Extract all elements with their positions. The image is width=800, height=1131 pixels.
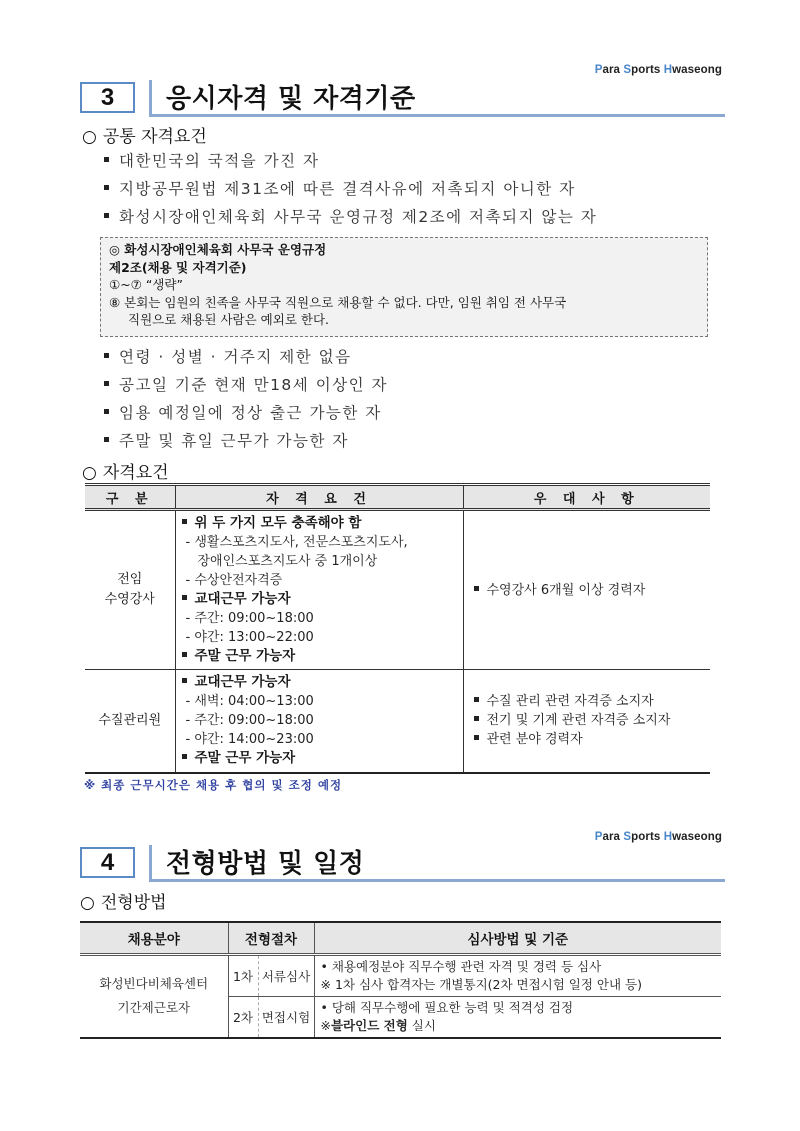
step-name: 면접시험 <box>258 996 314 1038</box>
column-header-requirements: 자 격 요 건 <box>175 485 463 510</box>
preference-text: 관련 분야 경력자 <box>486 732 583 748</box>
square-bullet-icon <box>104 409 109 414</box>
square-bullet-icon <box>104 185 109 190</box>
section-title: 응시자격 및 자격기준 <box>166 84 416 114</box>
note-omitted: ①~⑦ “생략” <box>109 277 183 292</box>
criteria-text: • 당해 직무수행에 필요한 능력 및 적격성 검정 <box>320 999 574 1015</box>
requirement-heading <box>182 647 457 666</box>
recruitment-field-cell <box>80 954 228 1038</box>
preference-item <box>474 730 701 749</box>
brand-letter-s: S <box>623 831 632 843</box>
list-item-text: 대한민국의 국적을 가진 자 <box>119 152 320 170</box>
square-bullet-icon <box>474 697 479 702</box>
square-bullet-icon <box>182 678 187 683</box>
regulation-note-box <box>100 237 708 337</box>
list-item-text: 지방공무원법 제31조에 따른 결격사유에 저촉되지 아니한 자 <box>119 180 576 198</box>
requirement-heading <box>182 514 457 533</box>
selection-method-table <box>80 921 721 1039</box>
requirement-detail: 장애인스포츠지도사 중 1개이상 <box>197 554 378 569</box>
column-header-category: 구 분 <box>85 485 175 510</box>
circle-bullet-icon: ○ <box>80 893 95 913</box>
preference-item <box>474 581 701 600</box>
subheading-text: 자격요건 <box>102 463 169 483</box>
category-cell <box>85 510 175 670</box>
list-item <box>104 175 597 203</box>
list-item <box>104 371 388 399</box>
category-cell <box>85 670 175 773</box>
brand-tagline <box>595 831 722 843</box>
table-row <box>80 954 721 996</box>
section-number: 3 <box>80 82 135 113</box>
blind-recruitment-label: 블라인드 전형 <box>330 1017 408 1033</box>
brand-text: ara <box>602 831 624 843</box>
list-item <box>104 427 388 455</box>
square-bullet-icon <box>182 754 187 759</box>
subheading-text: 전형방법 <box>100 893 167 913</box>
section-divider <box>149 80 152 116</box>
table-row <box>85 670 710 773</box>
square-bullet-icon <box>104 437 109 442</box>
requirement-detail: - 수상안전자격증 <box>185 573 283 588</box>
square-bullet-icon <box>474 586 479 591</box>
square-bullet-icon <box>474 716 479 721</box>
section-3-header <box>80 78 725 122</box>
square-bullet-icon <box>182 652 187 657</box>
criteria-cell <box>314 996 721 1038</box>
list-item <box>104 399 388 427</box>
requirement-heading <box>182 673 457 692</box>
requirement-detail: - 생활스포츠지도사, 전문스포츠지도사, <box>185 535 408 550</box>
criteria-note-text: 실시 <box>407 1017 436 1033</box>
column-header-procedure: 전형절차 <box>228 922 314 954</box>
note-mark: ※ <box>320 1017 331 1033</box>
column-header-preferences: 우 대 사 항 <box>463 485 710 510</box>
qualification-table <box>85 483 710 774</box>
brand-text: ports <box>631 64 664 76</box>
note-item-8: ⑧ 본회는 임원의 친족을 사무국 직원으로 채용할 수 없다. 다만, 임원 취임 전 사무국 <box>109 294 567 310</box>
square-bullet-icon <box>474 735 479 740</box>
brand-letter-p: P <box>594 831 603 843</box>
column-header-criteria: 심사방법 및 기준 <box>314 922 721 954</box>
note-title: ◎ 화성시장애인체육회 사무국 운영규정 <box>109 242 327 257</box>
brand-letter-p: P <box>594 64 603 76</box>
criteria-note <box>321 1017 716 1035</box>
requirements-cell <box>175 670 463 773</box>
preference-text: 수영강사 6개월 이상 경력자 <box>486 582 646 598</box>
subheading-text: 공통 자격요건 <box>102 127 207 147</box>
requirement-detail: - 새벽: 04:00~13:00 <box>185 694 314 710</box>
circle-bullet-icon: ○ <box>82 127 97 147</box>
brand-tagline <box>595 64 722 76</box>
brand-text: waseong <box>672 831 722 843</box>
requirement-heading <box>182 590 457 609</box>
requirement-detail: - 주간: 09:00~18:00 <box>185 611 314 626</box>
brand-letter-h: H <box>663 64 673 76</box>
list-item-text: 주말 및 휴일 근무가 가능한 자 <box>119 432 349 450</box>
category-text: 수영강사 <box>104 592 155 607</box>
table-header-row <box>85 485 710 510</box>
work-hours-footnote: ※ 최종 근무시간은 채용 후 협의 및 조정 예정 <box>84 778 343 792</box>
square-bullet-icon <box>182 519 187 524</box>
requirement-heading-text: 교대근무 가능자 <box>194 591 291 607</box>
requirement-heading-text: 주말 근무 가능자 <box>194 648 296 664</box>
note-item-8-cont: 직원으로 채용된 사람은 예외로 한다. <box>128 312 329 327</box>
brand-text: ara <box>602 64 624 76</box>
table-row <box>85 510 710 670</box>
note-article: 제2조(채용 및 자격기준) <box>109 259 247 275</box>
preference-item <box>474 692 701 711</box>
requirement-detail: - 야간: 13:00~22:00 <box>185 630 314 645</box>
brand-letter-s: S <box>623 64 632 76</box>
criteria-note: ※ 1차 심사 합격자는 개별통지(2차 면접시험 일정 안내 등) <box>320 976 642 992</box>
requirement-heading-text: 주말 근무 가능자 <box>194 750 296 767</box>
list-item-text: 화성시장애인체육회 사무국 운영규정 제2조에 저촉되지 않는 자 <box>119 208 598 226</box>
square-bullet-icon <box>104 381 109 386</box>
step-number: 2차 <box>228 996 258 1038</box>
category-text: 전임 <box>117 572 143 587</box>
preferences-cell <box>463 510 710 670</box>
brand-text: waseong <box>672 64 722 76</box>
list-item-text: 임용 예정일에 정상 출근 가능한 자 <box>119 404 382 422</box>
subheading-qualifications <box>82 458 169 483</box>
requirement-heading-text: 교대근무 가능자 <box>194 674 291 691</box>
field-text: 화성빈다비체육센터 <box>99 976 209 992</box>
square-bullet-icon <box>104 353 109 358</box>
circle-bullet-icon: ○ <box>82 463 97 483</box>
section-title: 전형방법 및 일정 <box>166 849 365 879</box>
requirement-detail: - 주간: 09:00~18:00 <box>185 713 314 729</box>
preference-item <box>474 711 701 730</box>
preference-text: 전기 및 기계 관련 자격증 소지자 <box>486 713 671 729</box>
section-number: 4 <box>80 847 135 878</box>
square-bullet-icon <box>182 595 187 600</box>
additional-requirements-list <box>104 343 388 455</box>
section-divider <box>149 845 152 881</box>
step-name: 서류심사 <box>258 954 314 996</box>
criteria-text: • 채용예정분야 직무수행 관련 자격 및 경력 등 심사 <box>320 958 602 974</box>
requirements-cell <box>175 510 463 670</box>
field-text: 기간제근로자 <box>117 1000 190 1016</box>
requirement-detail: - 야간: 14:00~23:00 <box>185 732 314 748</box>
section-4-header <box>80 843 725 887</box>
subheading-common-requirements <box>82 122 207 147</box>
criteria-cell <box>314 954 721 996</box>
common-requirements-list <box>104 147 597 231</box>
subheading-selection-method <box>80 888 167 913</box>
requirement-heading <box>182 749 457 768</box>
list-item-text: 연령 · 성별 · 거주지 제한 없음 <box>119 348 352 366</box>
column-header-field: 채용분야 <box>80 922 228 954</box>
list-item-text: 공고일 기준 현재 만18세 이상인 자 <box>119 376 389 394</box>
preference-text: 수질 관리 관련 자격증 소지자 <box>486 694 654 710</box>
requirement-heading-text: 위 두 가지 모두 충족해야 함 <box>194 515 362 531</box>
list-item <box>104 203 597 231</box>
category-text: 수질관리원 <box>98 712 162 728</box>
preferences-cell <box>463 670 710 773</box>
list-item <box>104 343 388 371</box>
table-header-row <box>80 922 721 954</box>
square-bullet-icon <box>104 213 109 218</box>
list-item <box>104 147 597 175</box>
brand-text: ports <box>631 831 664 843</box>
brand-letter-h: H <box>663 831 673 843</box>
square-bullet-icon <box>104 157 109 162</box>
step-number: 1차 <box>228 954 258 996</box>
